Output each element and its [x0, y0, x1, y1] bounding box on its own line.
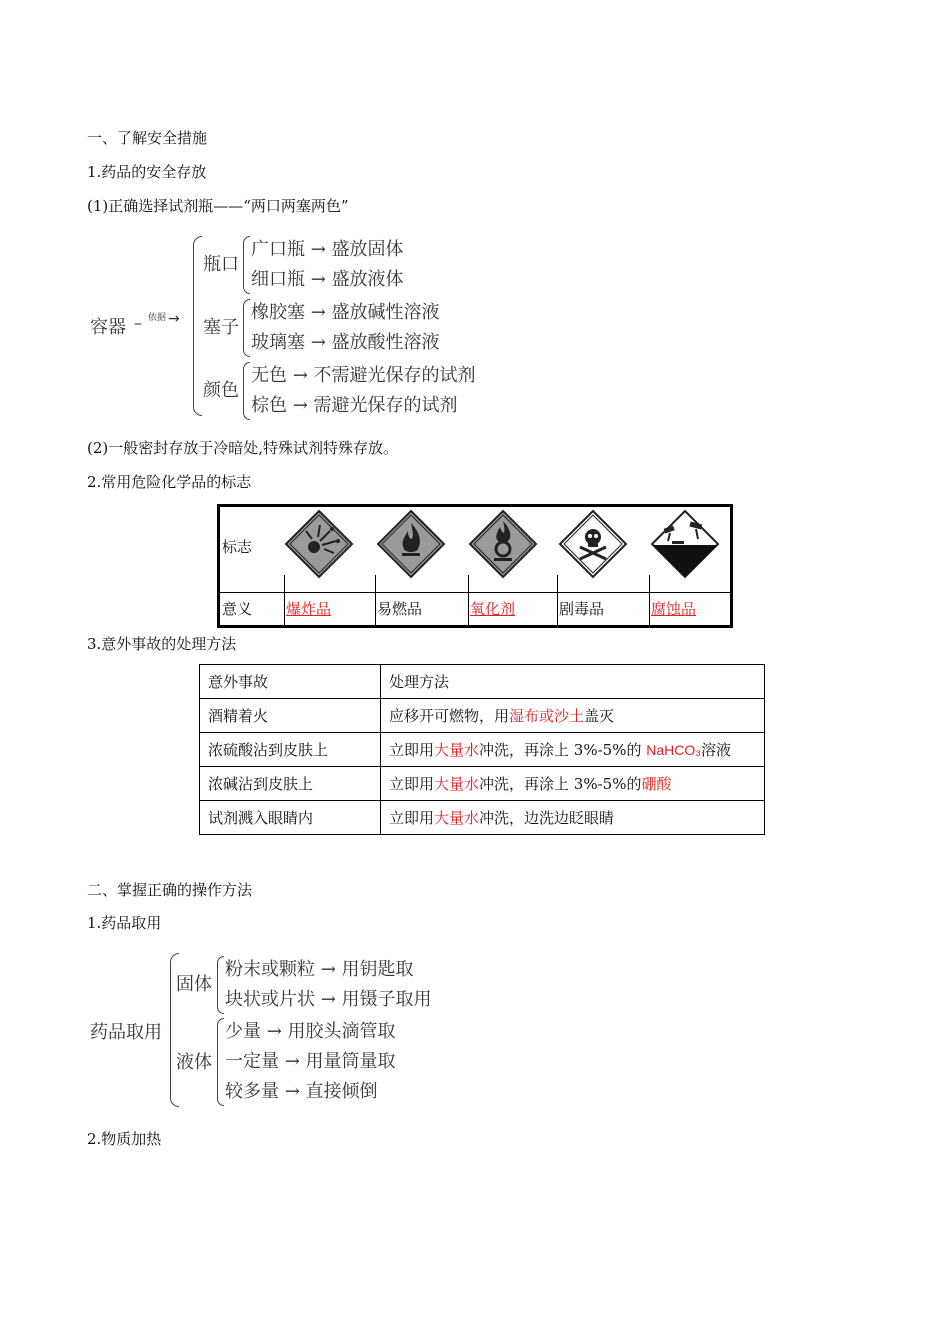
group-label-solid: 固体	[176, 974, 212, 995]
table-row	[200, 699, 765, 733]
group-item: 无色 → 不需避光保存的试剂	[251, 365, 476, 386]
section1-sub1-1: (1)正确选择试剂瓶——“两口两塞两色”	[87, 197, 349, 215]
group-item: 粉末或颗粒 → 用钥匙取	[225, 959, 414, 980]
take-diagram-root: 药品取用	[90, 1022, 162, 1043]
group-item: 一定量 → 用量筒量取	[225, 1051, 396, 1072]
meaning-flammable: 易燃品	[377, 600, 423, 618]
meaning-oxidizer: 氧化剂	[470, 600, 516, 618]
method-cell: 立即用大量水冲洗，再涂上 3%-5%的 NaHCO₃溶液	[381, 733, 765, 767]
group-brace	[243, 236, 250, 294]
meaning-toxic: 剧毒品	[559, 600, 605, 618]
table-header: 意外事故	[200, 665, 381, 699]
section2-heading: 二、掌握正确的操作方法	[87, 881, 253, 899]
section1-sub1: 1.药品的安全存放	[87, 163, 207, 181]
group-item: 玻璃塞 → 盛放酸性溶液	[251, 332, 440, 353]
accident-table	[199, 664, 765, 835]
diagram-connector-label: 依据	[148, 313, 167, 323]
group-item: 棕色 → 需避光保存的试剂	[251, 395, 458, 416]
method-cell: 立即用大量水冲洗，边洗边眨眼睛	[381, 801, 765, 835]
accident-cell: 酒精着火	[200, 699, 381, 733]
section2-sub2: 2.物质加热	[87, 1130, 162, 1148]
method-cell: 应移开可燃物，用湿布或沙土盖灭	[381, 699, 765, 733]
section2-sub1: 1.药品取用	[87, 914, 162, 932]
group-item: 块状或片状 → 用镊子取用	[225, 989, 432, 1010]
hazard-symbols-table	[217, 504, 733, 628]
group-label-stopper: 塞子	[203, 317, 239, 338]
corrosive-icon	[650, 509, 720, 579]
meaning-explosive: 爆炸品	[286, 600, 332, 618]
section1-heading: 一、了解安全措施	[87, 129, 208, 147]
oxidizer-icon	[468, 509, 538, 579]
meaning-corrosive: 腐蚀品	[651, 600, 697, 618]
section1-sub2: 2.常用危险化学品的标志	[87, 473, 252, 491]
group-item: 细口瓶 → 盛放液体	[251, 269, 404, 290]
group-item: 橡胶塞 → 盛放碱性溶液	[251, 302, 440, 323]
group-label-liquid: 液体	[176, 1052, 212, 1073]
group-brace	[243, 299, 250, 357]
table-row	[200, 801, 765, 835]
table-header: 处理方法	[381, 665, 765, 699]
table-row	[200, 733, 765, 767]
explosive-icon	[284, 509, 354, 579]
flammable-icon	[376, 509, 446, 579]
table-row	[200, 767, 765, 801]
diagram-main-brace	[193, 236, 202, 416]
group-item: 广口瓶 → 盛放固体	[251, 239, 404, 260]
group-label-color: 颜色	[203, 380, 239, 401]
group-brace	[243, 362, 250, 420]
section1-sub3: 3.意外事故的处理方法	[87, 635, 237, 653]
diagram-connector: –	[134, 313, 142, 332]
group-label-bottle-mouth: 瓶口	[203, 254, 239, 275]
group-brace	[217, 956, 224, 1014]
toxic-icon	[558, 509, 628, 579]
diagram-connector-arrow: →	[168, 311, 180, 327]
group-item: 少量 → 用胶头滴管取	[225, 1021, 396, 1042]
accident-cell: 试剂溅入眼睛内	[200, 801, 381, 835]
diagram-root: 容器	[90, 317, 126, 338]
table-header-row	[200, 665, 765, 699]
group-item: 较多量 → 直接倾倒	[225, 1081, 378, 1102]
group-brace	[217, 1018, 224, 1106]
section1-sub1-2: (2)一般密封存放于冷暗处,特殊试剂特殊存放。	[87, 439, 399, 457]
accident-cell: 浓碱沾到皮肤上	[200, 767, 381, 801]
symbols-row-label: 标志	[222, 538, 253, 556]
method-cell: 立即用大量水冲洗，再涂上 3%-5%的硼酸	[381, 767, 765, 801]
accident-cell: 浓硫酸沾到皮肤上	[200, 733, 381, 767]
meaning-row-label: 意义	[222, 600, 253, 618]
